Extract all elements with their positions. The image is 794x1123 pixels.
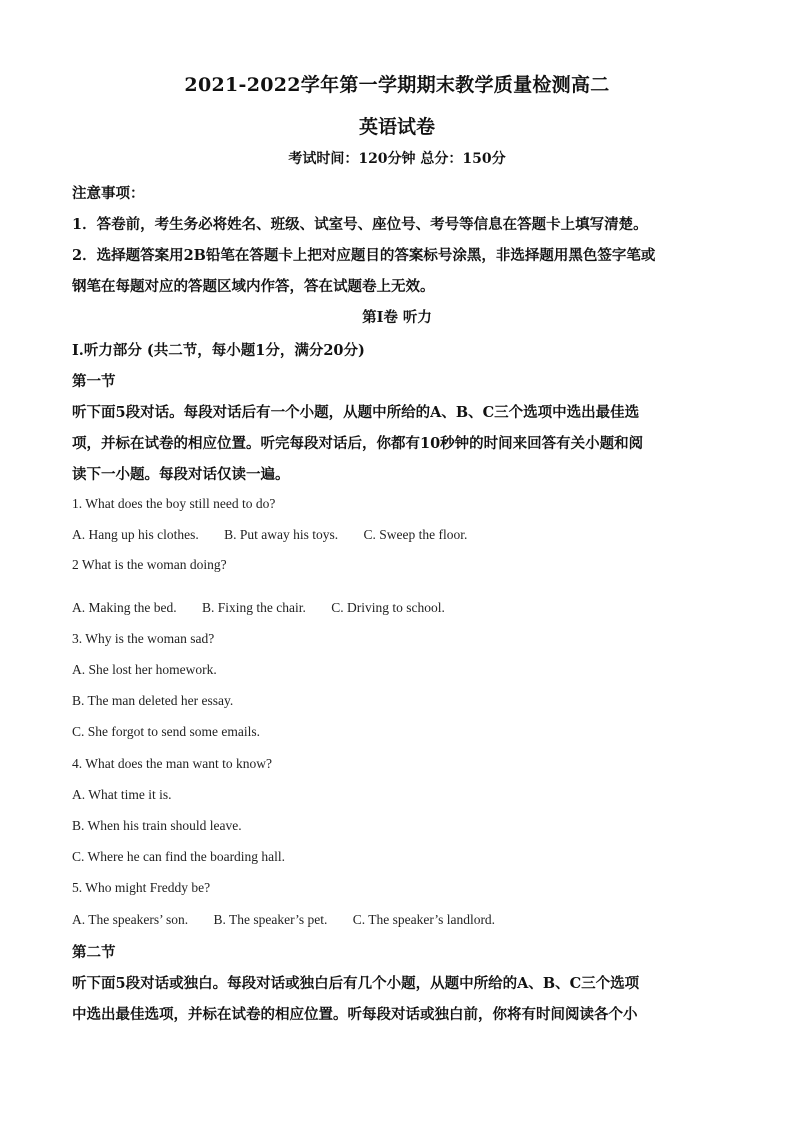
exam-title: 2021-2022学年第一学期期末教学质量检测高二: [184, 74, 610, 96]
question-1-option-b: B. Put away his toys.: [224, 527, 339, 542]
notes-heading: 注意事项：: [72, 185, 145, 202]
question-4-option-c: C. Where he can find the boarding hall.: [72, 849, 286, 864]
question-5-options: [72, 912, 732, 928]
question-5-option-c: C. The speaker’s landlord.: [352, 912, 496, 927]
section-1-heading: 第一节: [72, 373, 116, 390]
question-1-options: [72, 527, 732, 543]
question-4-option-b: B. When his train should leave.: [72, 818, 242, 833]
part-heading: I.听力部分 (共二节，每小题1分，满分20分): [72, 342, 365, 359]
question-5-option-b: B. The speaker’s pet.: [213, 912, 328, 927]
question-4-option-a: A. What time it is.: [72, 787, 172, 802]
notes-item-1: 1．答卷前，考生务必将姓名、班级、试室号、座位号、考号等信息在答题卡上填写清楚。: [72, 216, 648, 233]
question-1-stem: 1. What does the boy still need to do?: [72, 496, 276, 511]
question-1-option-a: A. Hang up his clothes.: [72, 527, 199, 542]
question-5-stem: 5. Who might Freddy be?: [72, 880, 211, 895]
question-1-option-c: C. Sweep the floor.: [363, 527, 468, 542]
section-1-instruction-line-2: 项，并标在试卷的相应位置。听完每段对话后，你都有10秒钟的时间来回答有关小题和阅: [72, 435, 644, 452]
section-2-heading: 第二节: [72, 944, 116, 961]
section-2-instruction-line-2: 中选出最佳选项，并标在试卷的相应位置。听每段对话或独白前，你将有时间阅读各个小: [72, 1006, 638, 1023]
question-3-option-c: C. She forgot to send some emails.: [72, 724, 260, 739]
section-1-instruction-line-1: 听下面5段对话。每段对话后有一个小题，从题中所给的A、B、C三个选项中选出最佳选: [72, 404, 640, 421]
question-2-option-c: C. Driving to school.: [331, 600, 445, 615]
question-3-option-b: B. The man deleted her essay.: [72, 693, 234, 708]
exam-info: 考试时间：120分钟 总分：150分: [288, 151, 506, 167]
question-3-option-a: A. She lost her homework.: [72, 662, 217, 677]
question-2-option-a: A. Making the bed.: [72, 600, 177, 615]
question-4-stem: 4. What does the man want to know?: [72, 756, 272, 771]
volume-heading: 第I卷 听力: [362, 309, 432, 326]
section-1-instruction-line-3: 读下一小题。每段对话仅读一遍。: [72, 466, 290, 483]
question-3-stem: 3. Why is the woman sad?: [72, 631, 215, 646]
section-2-instruction-line-1: 听下面5段对话或独白。每段对话或独白后有几个小题，从题中所给的A、B、C三个选项: [72, 975, 640, 992]
exam-subject: 英语试卷: [358, 116, 435, 138]
notes-item-2-line-2: 钢笔在每题对应的答题区域内作答，答在试题卷上无效。: [72, 278, 435, 295]
notes-item-2-line-1: 2．选择题答案用2B铅笔在答题卡上把对应题目的答案标号涂黑，非选择题用黑色签字笔或: [72, 247, 656, 264]
question-2-option-b: B. Fixing the chair.: [201, 600, 306, 615]
question-5-option-a: A. The speakers’ son.: [72, 912, 189, 927]
question-2-stem: 2 What is the woman doing?: [72, 557, 227, 572]
question-2-options: [72, 600, 732, 616]
